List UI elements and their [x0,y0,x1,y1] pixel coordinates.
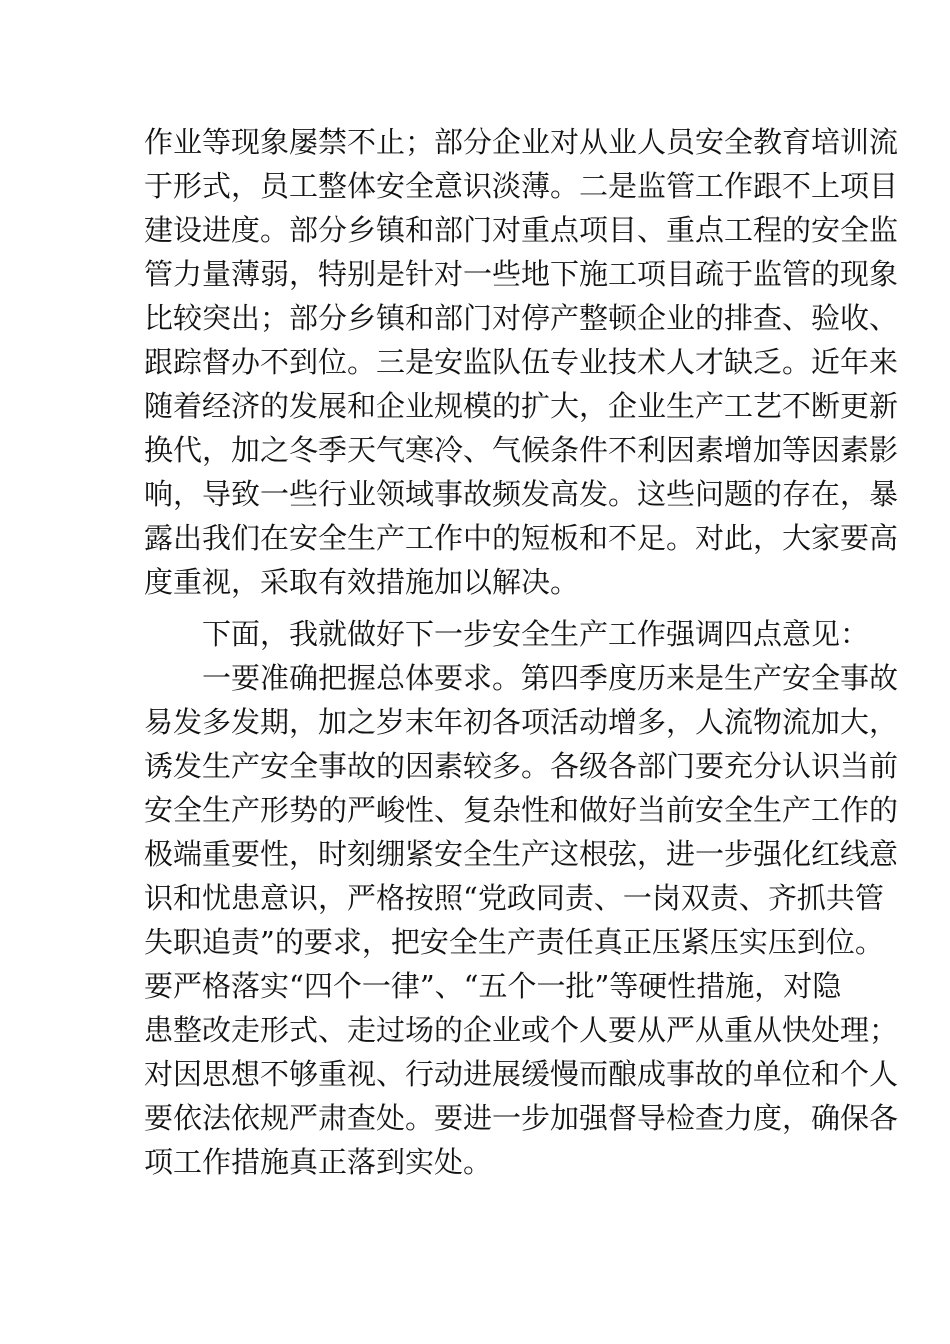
text-line: 诱发生产安全事故的因素较多。各级各部门要充分认识当前 [144,749,899,783]
paragraph-heading: 一要准确把握总体要求。第四季度历来是生产安全事故 [202,661,899,695]
text-line: 管力量薄弱，特别是针对一些地下施工项目疏于监管的现象 [144,257,899,291]
text-line: 比较突出；部分乡镇和部门对停产整顿企业的排查、验收、 [144,301,899,335]
text-line: 要依法依规严肃查处。要进一步加强督导检查力度，确保各 [144,1101,899,1135]
text-line: 换代，加之冬季天气寒冷、气候条件不利因素增加等因素影 [144,433,899,467]
text-line: 建设进度。部分乡镇和部门对重点项目、重点工程的安全监 [144,213,899,247]
text-line: 度重视，采取有效措施加以解决。 [144,565,580,599]
text-line: 要严格落实“四个一律”、“五个一批”等硬性措施，对隐 [144,969,842,1003]
paragraph-intro: 下面，我就做好下一步安全生产工作强调四点意见： [202,617,870,651]
text-line: 对因思想不够重视、行动进展缓慢而酿成事故的单位和个人 [144,1057,899,1091]
text-line: 露出我们在安全生产工作中的短板和不足。对此，大家要高 [144,521,899,555]
text-line: 随着经济的发展和企业规模的扩大，企业生产工艺不断更新 [144,389,899,423]
text-line: 易发多发期，加之岁末年初各项活动增多，人流物流加大， [144,705,899,739]
text-line: 安全生产形势的严峻性、复杂性和做好当前安全生产工作的 [144,793,899,827]
text-line: 失职追责”的要求，把安全生产责任真正压紧压实压到位。 [144,925,884,959]
text-line: 于形式，员工整体安全意识淡薄。二是监管工作跟不上项目 [144,169,899,203]
text-line: 跟踪督办不到位。三是安监队伍专业技术人才缺乏。近年来 [144,345,899,379]
text-line: 患整改走形式、走过场的企业或个人要从严从重从快处理； [144,1013,899,1047]
text-line: 识和忧患意识，严格按照“党政同责、一岗双责、齐抓共管 [144,881,884,915]
text-line: 项工作措施真正落到实处。 [144,1145,493,1179]
text-line: 极端重要性，时刻绷紧安全生产这根弦，进一步强化红线意 [144,837,899,871]
text-line: 作业等现象屡禁不止；部分企业对从业人员安全教育培训流 [144,125,899,159]
text-line: 响，导致一些行业领域事故频发高发。这些问题的存在，暴 [144,477,899,511]
